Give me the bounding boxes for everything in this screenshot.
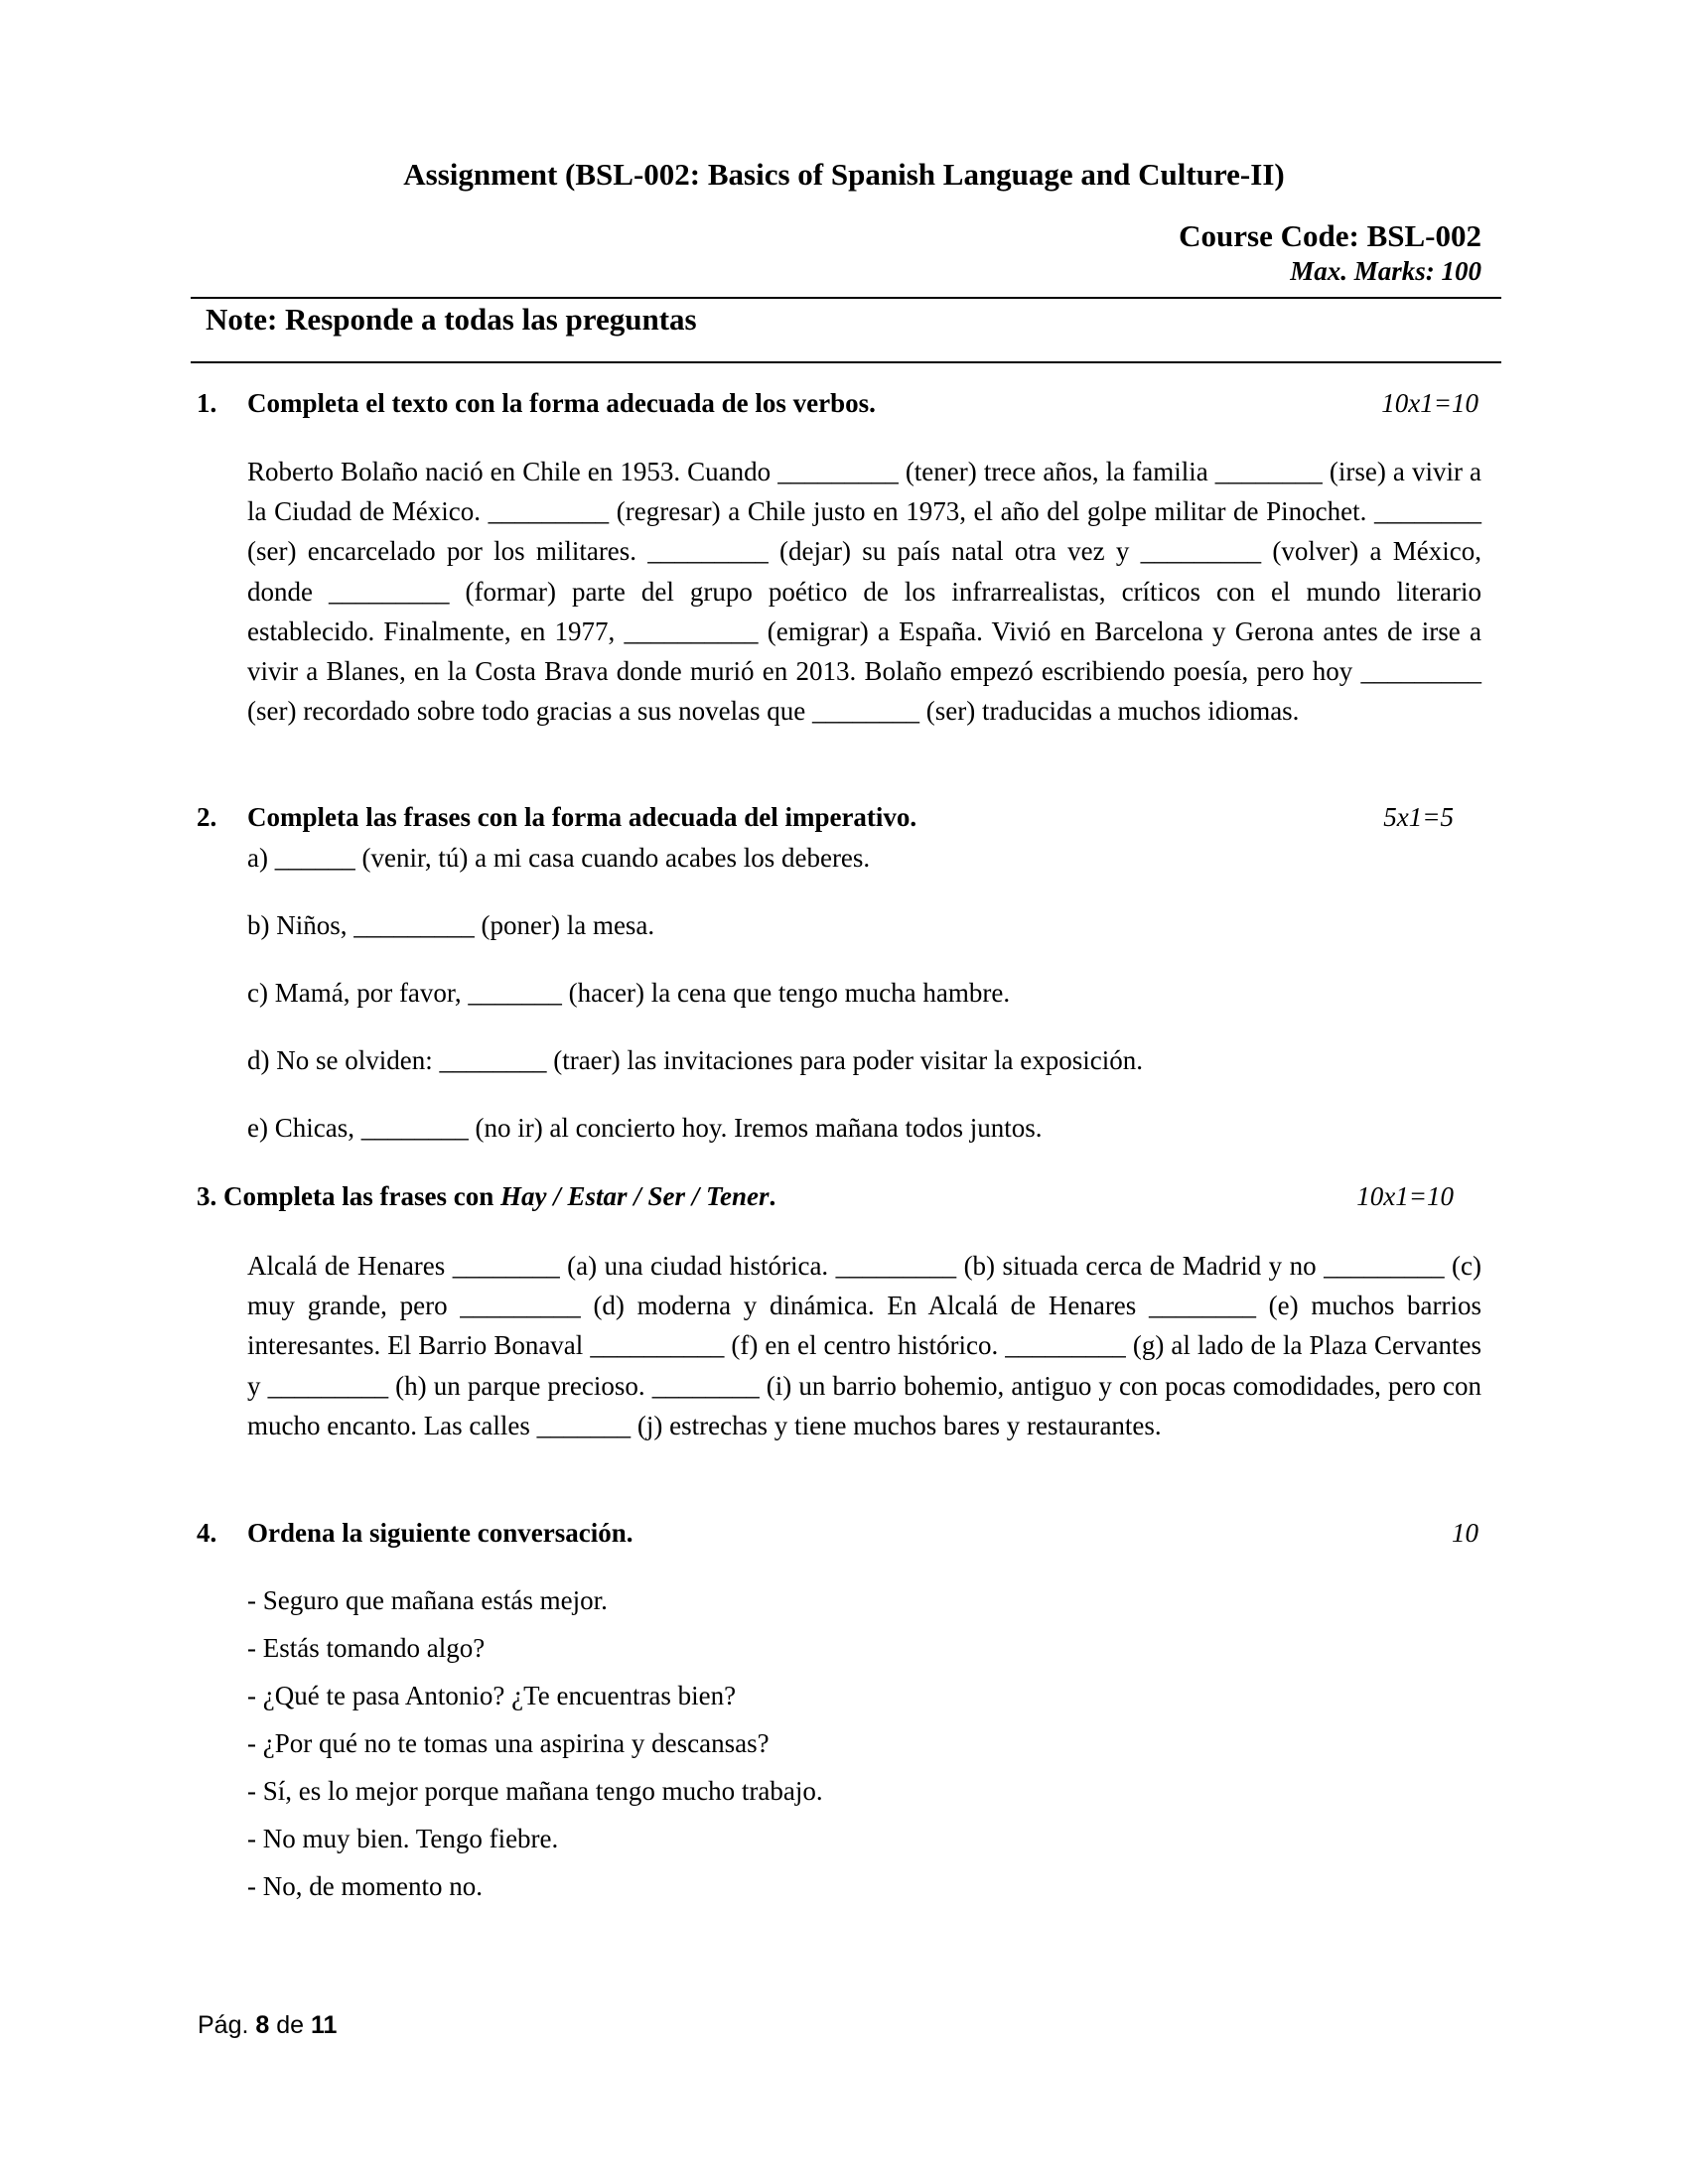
page-footer [198,2011,337,2040]
q2-marks: 5x1=5 [1383,802,1454,832]
q3-marks: 10x1=10 [1356,1181,1454,1211]
q1-title: Completa el texto con la forma adecuada de los verbos. [247,388,876,418]
q4-line-1: - Seguro que mañana estás mejor. [247,1585,608,1615]
q2-number: 2. [197,802,217,832]
q2-item-a: a) ______ (venir, tú) a mi casa cuando acabes los deberes. [247,843,871,873]
q2-title: Completa las frases con la forma adecuada del imperativo. [247,802,917,832]
q4-line-2: - Estás tomando algo? [247,1633,486,1663]
assignment-title: Assignment (BSL-002: Basics of Spanish Language and Culture-II) [403,157,1285,192]
q1-passage: Roberto Bolaño nació en Chile en 1953. Cuando _________ (tener) trece años, la familia ________ (irse) a vivir a la Ciudad de México. _________ (regresar) a Chile justo en 1973, el año del golpe militar de Pinochet. ________ (ser) encarcelado por los militares. _________ (dejar) su país natal otra vez y _________ (volver) a México, donde _________ (formar) parte del grupo poético de los infrarrealistas, críticos con el mundo literario establecido. Finalmente, en 1977, __________ (emigrar) a España. Vivió en Barcelona y Gerona antes de irse a vivir a Blanes, en la Costa Brava donde murió en 2013. Bolaño empezó escribiendo poesía, pero hoy _________ (ser) recordado sobre todo gracias a sus novelas que ________ (ser) traducidas a muchos idiomas. [247,457,1481,727]
q3-title [197,1181,775,1212]
q3-title-prefix: 3. Completa las frases con [197,1181,500,1211]
header-rule-top [191,297,1501,299]
instructions-note: Note: Responde a todas las preguntas [206,302,697,337]
q4-line-7: - No, de momento no. [247,1871,483,1901]
max-marks: Max. Marks: 100 [1290,256,1481,286]
q4-line-4: - ¿Por qué no te tomas una aspirina y descansas? [247,1728,770,1758]
q4-line-6: - No muy bien. Tengo fiebre. [247,1824,559,1853]
q3-title-verbs: Hay / Estar / Ser / Tener [499,1181,770,1211]
footer-middle: de [269,2011,311,2039]
q2-item-d: d) No se olviden: ________ (traer) las invitaciones para poder visitar la exposición. [247,1045,1143,1075]
q4-line-3: - ¿Qué te pasa Antonio? ¿Te encuentras bien? [247,1681,737,1710]
q2-item-b: b) Niños, _________ (poner) la mesa. [247,910,655,940]
q3-title-suffix: . [769,1181,776,1211]
q1-marks: 10x1=10 [1381,388,1478,418]
q4-title: Ordena la siguiente conversación. [247,1518,633,1548]
course-code: Course Code: BSL-002 [1179,218,1481,253]
q2-item-e: e) Chicas, ________ (no ir) al concierto hoy. Iremos mañana todos juntos. [247,1113,1043,1143]
q4-number: 4. [197,1518,217,1548]
header-rule-bottom [191,361,1501,363]
footer-page-number: 8 [255,2011,270,2039]
footer-page-total: 11 [310,2011,338,2039]
q2-item-c: c) Mamá, por favor, _______ (hacer) la cena que tengo mucha hambre. [247,978,1011,1008]
q4-marks: 10 [1452,1518,1478,1548]
q1-number: 1. [197,388,217,418]
footer-prefix: Pág. [198,2011,256,2039]
q4-line-5: - Sí, es lo mejor porque mañana tengo mucho trabajo. [247,1776,823,1806]
q3-passage: Alcalá de Henares ________ (a) una ciudad histórica. _________ (b) situada cerca de Madrid y no _________ (c) muy grande, pero _________ (d) moderna y dinámica. En Alcalá de Henares ________ (e) muchos barrios interesantes. El Barrio Bonaval __________ (f) en el centro histórico. _________ (g) al lado de la Plaza Cervantes y _________ (h) un parque precioso. ________ (i) un barrio bohemio, antiguo y con pocas comodidades, pero con mucho encanto. Las calles _______ (j) estrechas y tiene muchos bares y restaurantes. [247,1251,1481,1440]
